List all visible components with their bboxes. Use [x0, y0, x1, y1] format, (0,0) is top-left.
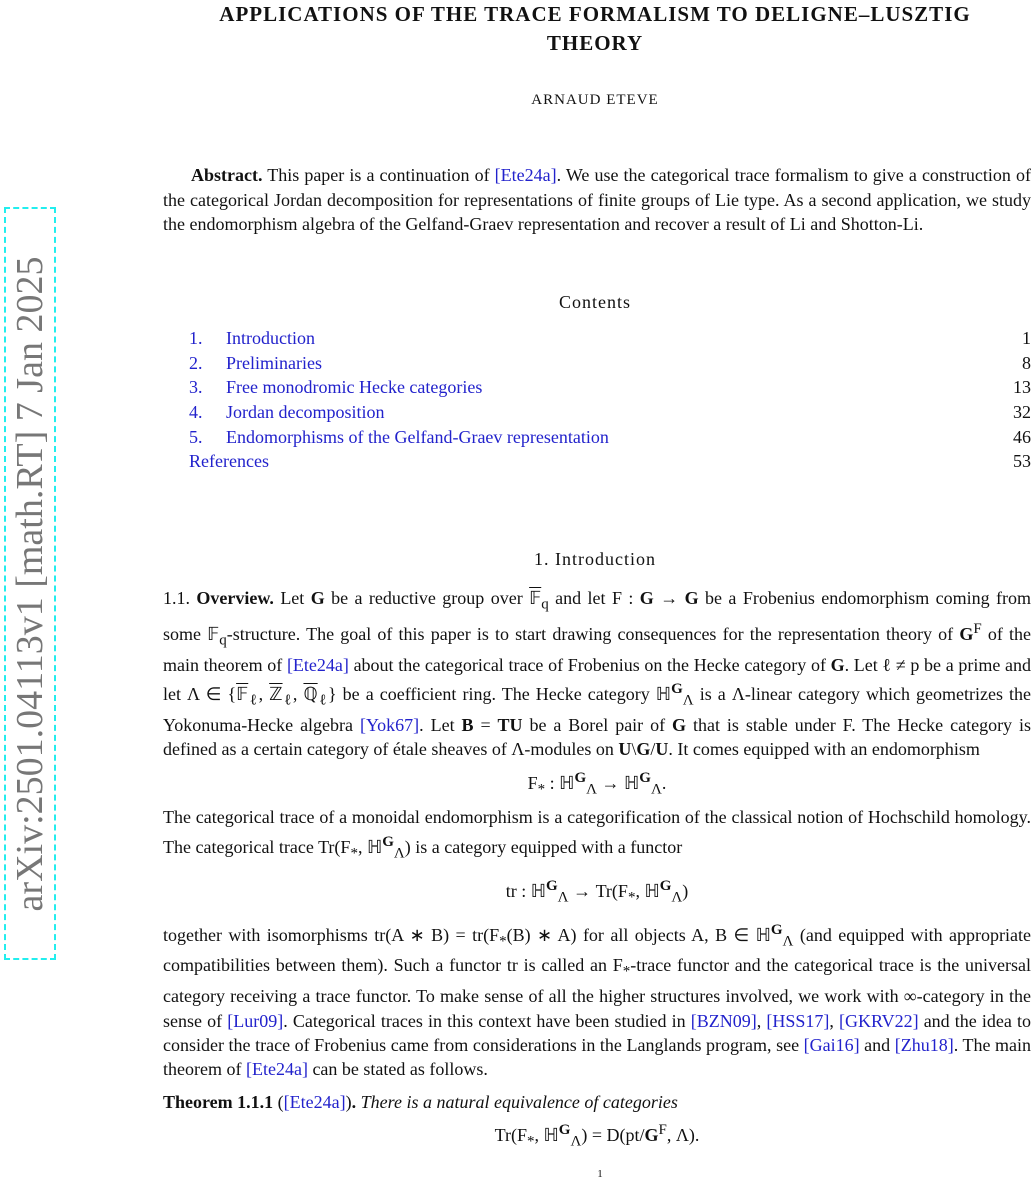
toc-entry[interactable]: 1. Introduction 1: [189, 328, 1031, 348]
abstract: Abstract. This paper is a continuation of [Ete24a]. We use the categorical trace formalism to give a construction of the categorical Jordan decomposition for representations of finite groups of Lie type. As a second application, we study the endomorphism algebra of the Gelfand-Graev representation and recover a result of Li and Shotton-Li.: [163, 165, 1031, 234]
contents-heading: Contents: [558, 292, 631, 312]
main-text: 1.1. Overview. Let G be a reductive group over 𝔽$_q$ and let F : G → G be a Frobenius endomorphism coming from some 𝔽$_q$-structure. The goal of this paper is to start drawing consequences for the representation theory of $G^F$ of the main theorem of [Ete24a] about the categorical trace of Frobenius on the Hecke category of G. Let ℓ ≠ p be a prime and let Λ ∈ {𝔽$_\ell$, ℤ$_\ell$, ℚ$_\ell$} be a coefficient ring. The Hecke category ℍ$^G_\Lambda$ is a Λ-linear category which geometrizes the Yokonuma-Hecke algebra [Yok67]. Let B = TU be a Borel pair of G that is stable under F. The Hecke category is defined as a certain category of étale sheaves of Λ-modules on U\G/U. It comes equipped with an endomorphism $F_*$ : ℍ$^G_\Lambda$ → ℍ$^G_\Lambda$. The categorical trace of a monoidal endomorphism is a categorification of the classical notion of Hochschild homology. The categorical trace $Tr(F_*$, ℍ$^G_\Lambda$) is a category equipped with a functor tr : ℍ$^G_\Lambda$ → $Tr(F_*$, ℍ$^G_\Lambda$) together with isomorphisms tr(A ∗ $B) = tr(F_*(B)$ ∗ A) for all objects A, B ∈ ℍ$^G_\Lambda$ (and equipped with appropriate compatibilities between them). Such a functor tr is called an $F_*$-trace functor and the categorical trace is the universal category receiving a trace functor. To make sense of all the higher structures involved, we work with ∞-category in the sense of [Lur09]. Categorical traces in this context have been studied in [BZN09], [HSS17], [GKRV22] and the idea to consider the trace of Frobenius came from considerations in the Langlands program, see [Gai16] and [Zhu18]. The main theorem of [Ete24a] can be stated as follows. Theorem 1.1.1 ([Ete24a]). There is a natural equivalence of categories $Tr(F_*$, ℍ$^G_\Lambda$) = $D(pt/G^F$, Λ).: [163, 586, 1031, 1158]
author: ARNAUD ETEVE: [531, 92, 659, 108]
abstract-label: Abstract.: [191, 165, 263, 185]
citation-link[interactable]: [Ete24a]: [494, 165, 557, 185]
toc-entry[interactable]: 5. Endomorphisms of the Gelfand-Graev representation 46: [189, 426, 1031, 447]
arxiv-sidebar-stamp: [4, 207, 56, 960]
arxiv-id: arXiv:2501.04113v1 [math.RT] 7 Jan 2025: [9, 256, 51, 911]
toc-entry[interactable]: 2. Preliminaries 8: [189, 352, 1031, 373]
display-equation: $F_*$ : ℍ$^G_\Lambda$ → ℍ$^G_\Lambda$.: [527, 769, 667, 798]
page-number: 1: [597, 1168, 603, 1180]
theorem: Theorem 1.1.1 ([Ete24a]). There is a natural equivalence of categories: [163, 1091, 678, 1112]
display-equation: $Tr(F_*$, ℍ$^G_\Lambda$) = $D(pt/G^F$, Λ).: [494, 1121, 700, 1150]
overview-paragraph: 1.1. Overview. Let G be a reductive group over 𝔽$_q$ and let F : G → G be a Frobenius endomorphism coming from some 𝔽$_q$-structure. The goal of this paper is to start drawing consequences for the representation theory of $G^F$ of the main theorem of [Ete24a] about the categorical trace of Frobenius on the Hecke category of G. Let ℓ ≠ p be a prime and let Λ ∈ {𝔽$_\ell$, ℤ$_\ell$, ℚ$_\ell$} be a coefficient ring. The Hecke category ℍ$^G_\Lambda$ is a Λ-linear category which geometrizes the Yokonuma-Hecke algebra [Yok67]. Let B = TU be a Borel pair of G that is stable under F. The Hecke category is defined as a certain category of étale sheaves of Λ-modules on U\G/U. It comes equipped with an endomorphism: [163, 588, 1032, 760]
toc-entry[interactable]: 3. Free monodromic Hecke categories 13: [189, 377, 1031, 398]
toc-entry[interactable]: 4. Jordan decomposition 32: [189, 402, 1031, 423]
section-heading: 1. Introduction: [534, 549, 656, 569]
table-of-contents: [189, 328, 1031, 476]
display-equation: tr : ℍ$^G_\Lambda$ → $Tr(F_*$, ℍ$^G_\Lambda$): [505, 877, 689, 906]
toc-entry[interactable]: References 53: [189, 451, 1031, 472]
paper-title: APPLICATIONS OF THE TRACE FORMALISM TO DELIGNE–LUSZTIG THEORY: [219, 2, 971, 55]
